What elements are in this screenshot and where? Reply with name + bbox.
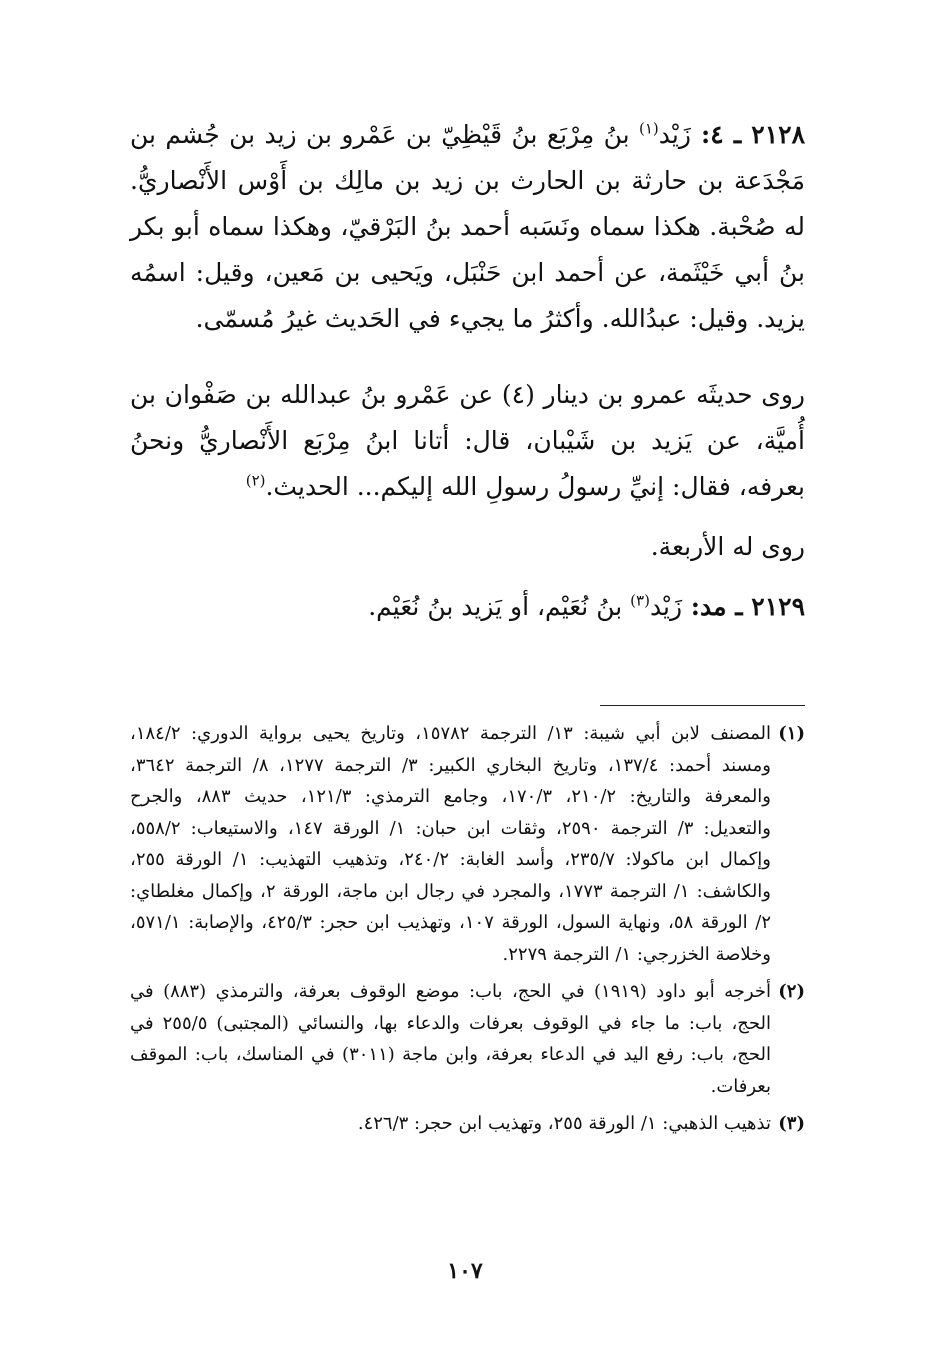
entry-text: بنُ نُعَيْم، أو يَزيد بنُ نُعَيْم. <box>368 592 631 621</box>
footnote-divider <box>600 705 805 706</box>
footnote-text: أخرجه أبو داود (١٩١٩) في الحج، باب: موضع الوقوف بعرفة، والترمذي (٨٨٣) في الحج، باب: ما جاء في الوقوف بعرفات والدعاء بها، والنسائي (المجتبى) ٢٥٥/٥ في الحج، باب: رفع اليد في الدعاء بعرفة، وابن ماجة (٣٠١١) في المناسك، باب: الموقف بعرفات. <box>130 981 771 1097</box>
narrators-line: روى له الأربعة. <box>650 532 805 561</box>
entry-number: ٢١٢٩ ـ مد: <box>682 592 805 621</box>
footnote-marker: (٢) <box>778 981 805 1002</box>
main-text <box>130 112 805 630</box>
entry-2128 <box>130 112 805 342</box>
entry-number: ٢١٢٨ ـ ٤: <box>690 120 806 149</box>
footnote-text: تذهيب الذهبي: ١/ الورقة ٢٥٥، وتهذيب ابن حجر: ٤٢٦/٣. <box>357 1113 771 1134</box>
footnote-1 <box>130 718 805 970</box>
entry-name: زَيْد <box>649 592 683 621</box>
page-number: ١٠٧ <box>447 1258 483 1284</box>
hadith-paragraph <box>130 372 805 510</box>
footnote-2 <box>130 976 805 1102</box>
footnote-ref: (١) <box>639 119 659 138</box>
hadith-text: روى حديثَه عمرو بن دينار (٤) عن عَمْرو بنُ عبدالله بن صَفْوان بن أُميَّة، عن يَزيد بن شَيْبان، قال: أتانا ابنُ مِرْبَع الأَنْصاريُّ ونحنُ بعرفه، فقال: إنيِّ رسولُ رسولِ الله إليكم... الحديث. <box>130 380 806 501</box>
entry-name: زَيْد <box>658 120 691 149</box>
footnote-ref: (٣) <box>630 591 650 610</box>
footnotes <box>130 718 805 1146</box>
entry-2129 <box>130 584 805 630</box>
footnote-text: المصنف لابن أبي شيبة: ١٣/ الترجمة ١٥٧٨٢، وتاريخ يحيى برواية الدوري: ١٨٤/٢، ومسند أحمد: ١٣٧/٤، وتاريخ البخاري الكبير: ٣/ الترجمة ١٢٧٧، ٨/ الترجمة ٣٦٤٢، والمعرفة والتاريخ: ٢١٠/٢، ١٧٠/٣، وجامع الترمذي: ١٢١/٣، حديث ٨٨٣، والجرح والتعديل: ٣/ الترجمة ٢٥٩٠، وثقات ابن حبان: ١/ الورقة ١٤٧، والاستيعاب: ٥٥٨/٢، وإكمال ابن ماكولا: ٢٣٥/٧، وأسد الغابة: ٢٤٠/٢، وتذهيب التهذيب: ١/ الورقة ٢٥٥، والكاشف: ١/ الترجمة ١٧٧٣، والمجرد في رجال ابن ماجة، الورقة ٢، وإكمال مغلطاي: ٢/ الورقة ٥٨، ونهاية السول، الورقة ١٠٧، وتهذيب ابن حجر: ٤٢٥/٣، والإصابة: ٥٧١/١، وخلاصة الخزرجي: ١/ الترجمة ٢٢٧٩. <box>130 723 772 965</box>
footnote-ref: (٢) <box>245 471 266 490</box>
footnote-marker: (١) <box>778 723 805 744</box>
footnote-3 <box>130 1108 805 1140</box>
entry-text: بنُ مِرْبَع بنُ قَيْظِيّ بن عَمْرو بن زيد بن جُشم بن مَجْدَعة بن حارثة بن الحارث بن زيد بن مالِك بن أَوْس الأَنْصاريُّ. له صُحْبة. هكذا سماه ونَسَبه أحمد بنُ البَرْقيّ، وهكذا سماه أبو بكر بنُ أبي خَيْثَمة، عن أحمد ابن حَنْبَل، ويَحيى بن مَعين، وقيل: اسمُه يزيد. وقيل: عبدُالله. وأكثرُ ما يجيء في الحَديث غيرُ مُسمّى. <box>130 120 805 333</box>
footnote-marker: (٣) <box>778 1113 805 1134</box>
